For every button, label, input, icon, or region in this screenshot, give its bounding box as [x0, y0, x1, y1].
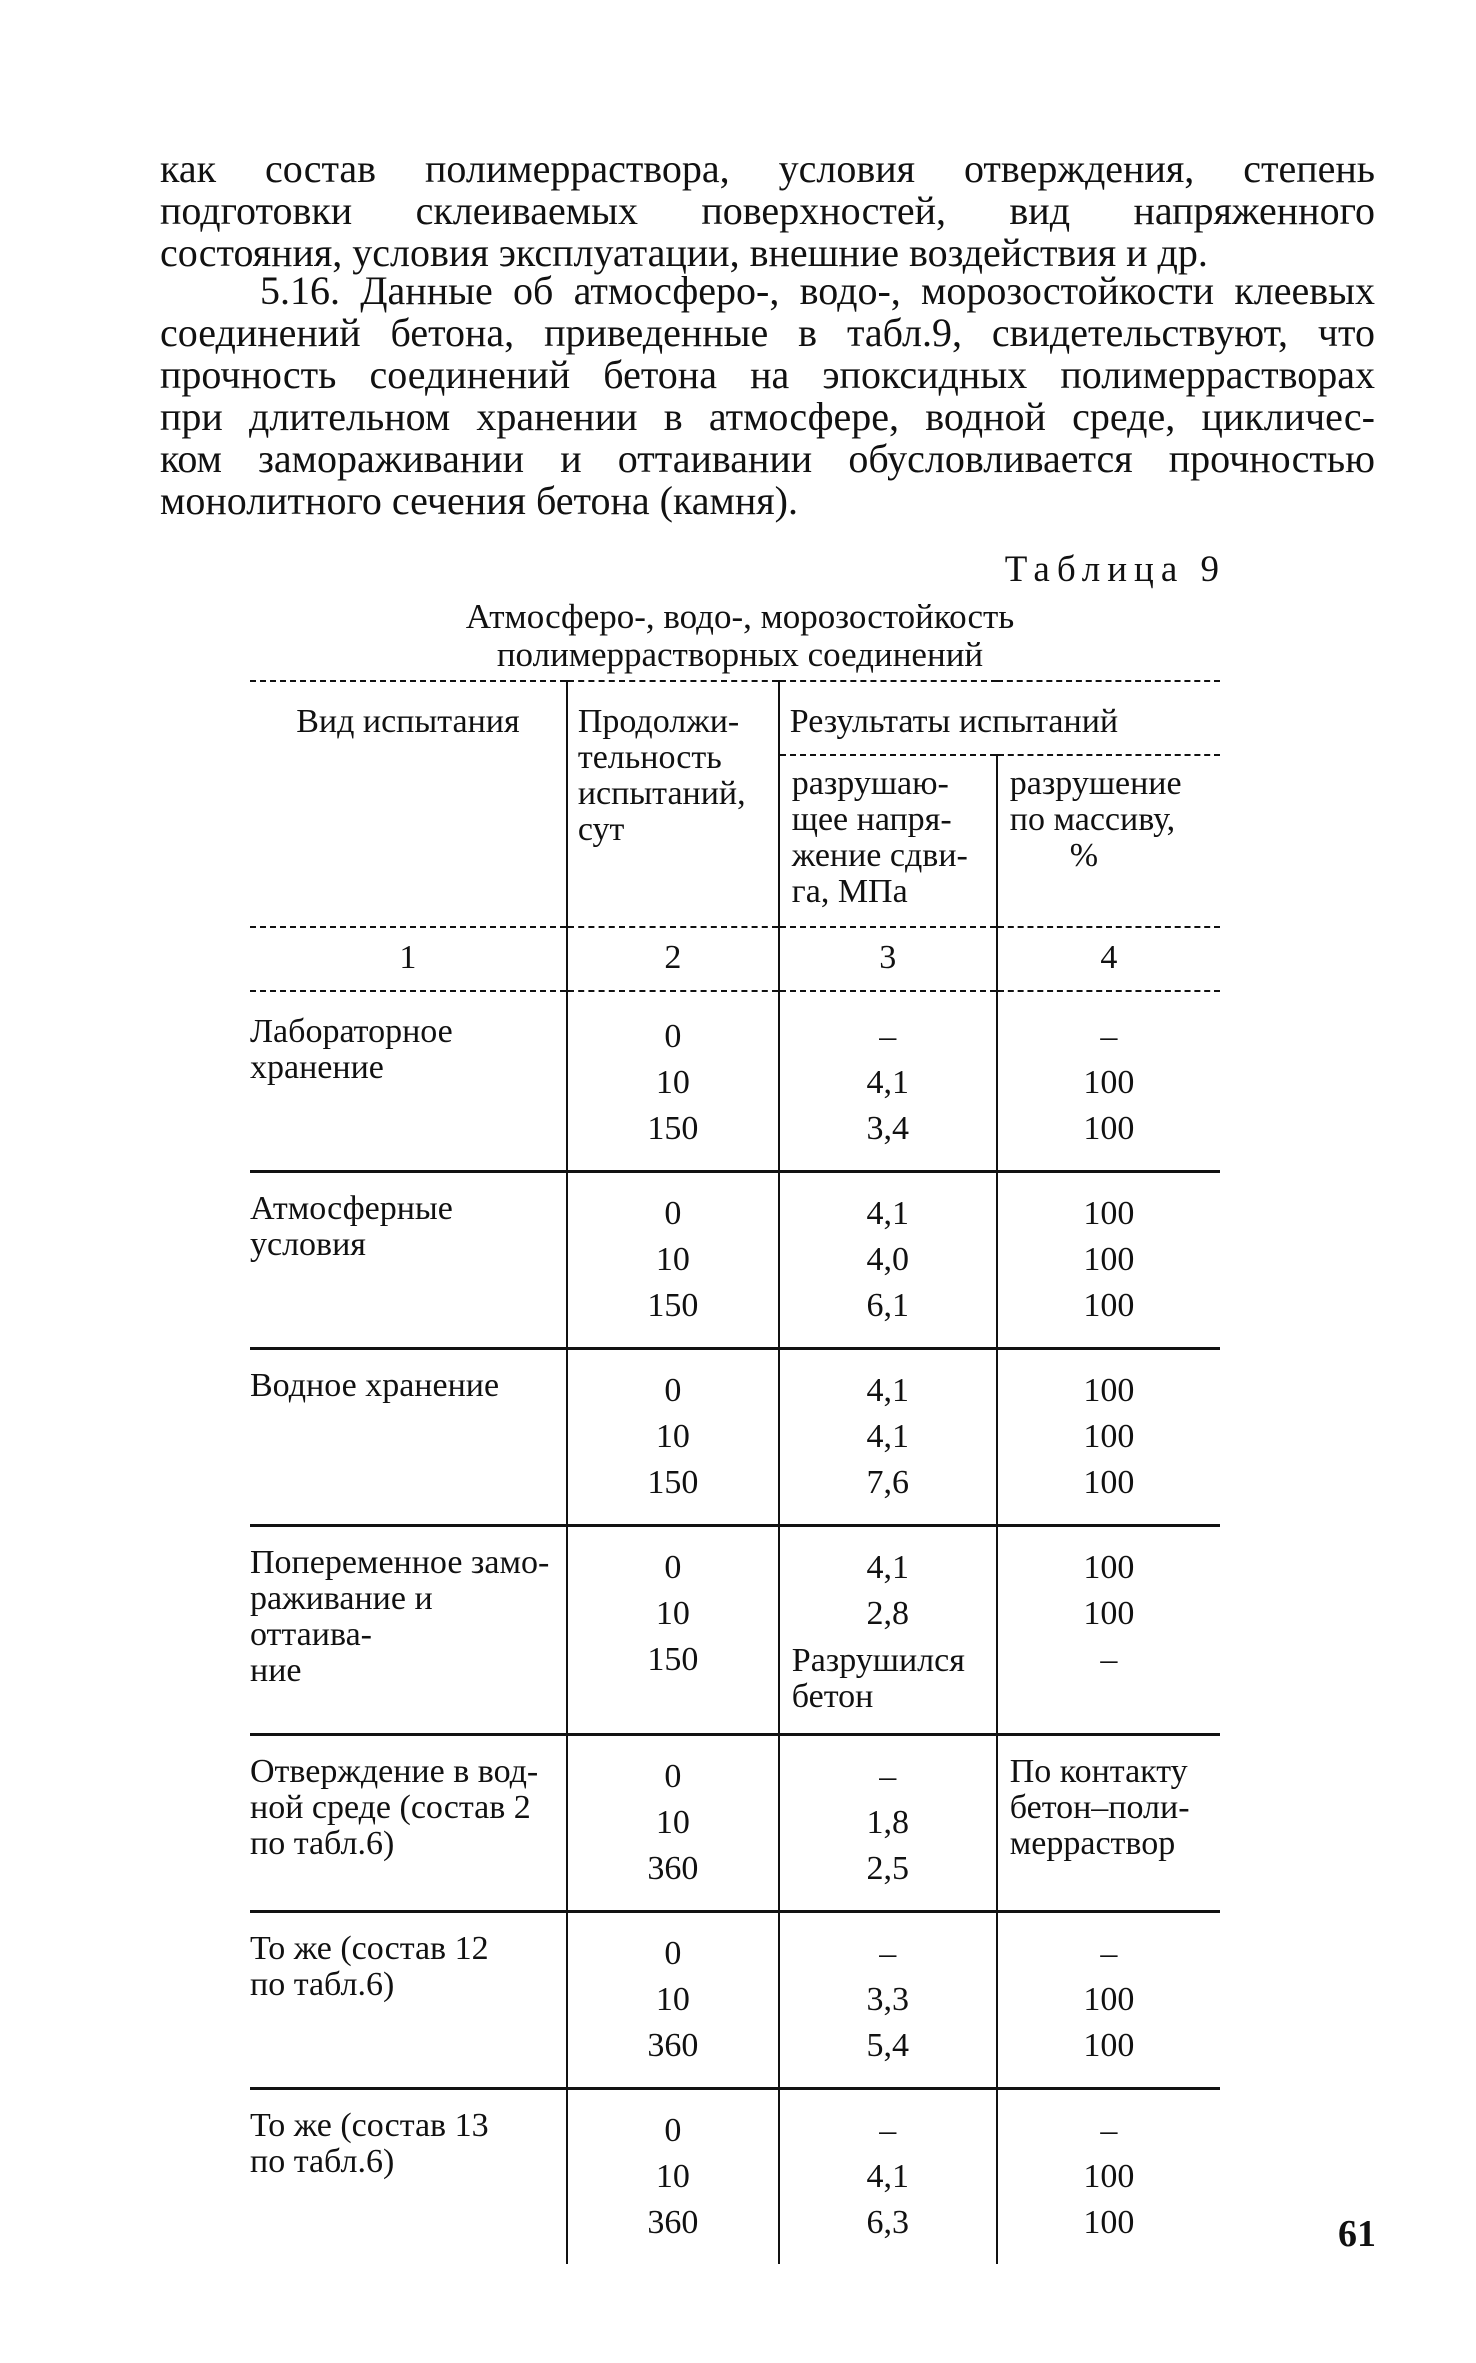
text-line: состояния, условия эксплуатации, внешние воздействия и др.	[160, 230, 1208, 275]
header-line: сут	[577, 811, 625, 848]
text-line: 5.16. Данные об атмосферо-, водо-, морозостойкости клеевых	[260, 268, 1375, 313]
table-row	[250, 1912, 1220, 2089]
caption-line: Атмосферо-, водо-, морозостойкость	[465, 597, 1015, 636]
cell-line: 0	[664, 1372, 682, 1409]
column-number: 4	[997, 927, 1220, 991]
cell-line: 10	[655, 2158, 690, 2195]
test-type-cell	[250, 991, 567, 1172]
header-line: испытаний,	[577, 775, 746, 812]
cell-line: 360	[647, 2204, 699, 2241]
header-line: разрушаю-	[791, 765, 949, 802]
cell-line: 100	[1083, 1418, 1135, 1455]
cell-line: 150	[647, 1110, 699, 1147]
header-results: Результаты испытаний	[779, 681, 1220, 755]
cell-line: 100	[1083, 2027, 1135, 2064]
cell-line: условия	[250, 1226, 366, 1263]
header-line: %	[1069, 837, 1099, 874]
cell-line: 5,4	[866, 2027, 910, 2064]
table-label: Таблица 9	[1004, 549, 1226, 590]
cell-line: Разрушился бетон	[791, 1642, 965, 1715]
test-type-cell	[250, 1735, 567, 1912]
cell-line: То же (состав 13	[250, 2107, 489, 2144]
cell-line: 0	[664, 1758, 682, 1795]
text-line: монолитного сечения бетона (камня).	[160, 478, 798, 523]
header-mass-destruction	[997, 755, 1220, 927]
cell-line: –	[1100, 1641, 1118, 1678]
cell-line: раживание и оттаива-	[250, 1580, 433, 1653]
cell-line: 0	[664, 1935, 682, 1972]
table-row	[250, 1526, 1220, 1735]
caption-line: полимеррастворных соединений	[496, 635, 984, 674]
cell-line: 100	[1083, 1464, 1135, 1501]
cell-line: 150	[647, 1464, 699, 1501]
test-type-cell	[250, 1526, 567, 1735]
table-row	[250, 1172, 1220, 1349]
cell-line: 4,1	[866, 1195, 910, 1232]
cell-line: 100	[1083, 1981, 1135, 2018]
text-line: подготовки склеиваемых поверхностей, вид напряженного	[160, 188, 1375, 233]
column-number: 3	[779, 927, 997, 991]
cell-line: 3,4	[866, 1110, 910, 1147]
shear-stress-cell	[779, 1349, 997, 1526]
duration-cell	[567, 991, 779, 1172]
shear-stress-cell	[779, 1735, 997, 1912]
cell-line: 4,0	[866, 1241, 910, 1278]
cell-line: 2,8	[866, 1595, 910, 1632]
cell-line: 100	[1083, 2158, 1135, 2195]
cell-line: По контакту	[1009, 1753, 1188, 1790]
mass-destruction-cell	[997, 2089, 1220, 2265]
header-line: разрушение	[1009, 765, 1182, 802]
text-line: соединений бетона, приведенные в табл.9, свидетельствуют, что	[160, 310, 1375, 355]
cell-line: 100	[1083, 1287, 1135, 1324]
table-caption	[250, 598, 1230, 674]
cell-line: 4,1	[866, 2158, 910, 2195]
test-type-cell	[250, 1172, 567, 1349]
cell-line: Водное хранение	[250, 1367, 500, 1404]
mass-destruction-cell	[997, 1349, 1220, 1526]
cell-line: 7,6	[866, 1464, 910, 1501]
duration-cell	[567, 1912, 779, 2089]
mass-destruction-cell	[997, 1912, 1220, 2089]
cell-line: –	[1100, 1018, 1118, 1055]
table-row	[250, 2089, 1220, 2265]
cell-line: 150	[647, 1287, 699, 1324]
header-line: по массиву,	[1009, 801, 1176, 838]
cell-line: 100	[1083, 1372, 1135, 1409]
text-line: прочность соединений бетона на эпоксидных полимеррастворах	[160, 352, 1375, 397]
header-line: щее напря-	[791, 801, 952, 838]
page-number: 61	[1338, 2213, 1376, 2255]
paragraph-5-16	[160, 270, 1375, 522]
header-test-type: Вид испытания	[250, 681, 567, 927]
cell-line: –	[879, 1935, 897, 1972]
mass-destruction-cell	[997, 1735, 1220, 1912]
duration-cell	[567, 1172, 779, 1349]
duration-cell	[567, 1526, 779, 1735]
cell-line: 0	[664, 1018, 682, 1055]
header-shear-stress	[779, 755, 997, 927]
shear-stress-cell	[779, 991, 997, 1172]
cell-line: –	[879, 2112, 897, 2149]
header-line: га, МПа	[791, 873, 908, 910]
mass-destruction-cell	[997, 1526, 1220, 1735]
cell-line: 10	[655, 1241, 690, 1278]
cell-line: 100	[1083, 1241, 1135, 1278]
cell-line: –	[1100, 1935, 1118, 1972]
paragraph-intro	[160, 148, 1375, 274]
cell-line: по табл.6)	[250, 1825, 395, 1862]
header-duration	[567, 681, 779, 927]
cell-line: 3,3	[866, 1981, 910, 2018]
cell-line: 4,1	[866, 1418, 910, 1455]
cell-line: мерраствор	[1009, 1825, 1176, 1862]
table-row	[250, 1735, 1220, 1912]
cell-line: 100	[1083, 1195, 1135, 1232]
header-line: жение сдви-	[791, 837, 968, 874]
cell-line: Попеременное замо-	[250, 1544, 550, 1581]
cell-line: по табл.6)	[250, 2143, 395, 2180]
cell-line: 100	[1083, 1549, 1135, 1586]
text-line: при длительном хранении в атмосфере, водной среде, цикличес-	[160, 394, 1375, 439]
shear-stress-cell	[779, 1172, 997, 1349]
duration-cell	[567, 1349, 779, 1526]
text-line: как состав полимерраствора, условия отверждения, степень	[160, 146, 1375, 191]
cell-line: 100	[1083, 1110, 1135, 1147]
cell-line: 0	[664, 2112, 682, 2149]
cell-line: ной среде (состав 2	[250, 1789, 531, 1826]
cell-line: 4,1	[866, 1064, 910, 1101]
cell-line: 10	[655, 1064, 690, 1101]
cell-line: Атмосферные	[250, 1190, 453, 1227]
cell-line: 4,1	[866, 1549, 910, 1586]
cell-line: 0	[664, 1549, 682, 1586]
header-line: Продолжи-	[577, 703, 740, 740]
cell-line: Лабораторное	[250, 1013, 453, 1050]
duration-cell	[567, 1735, 779, 1912]
table-row	[250, 1349, 1220, 1526]
test-type-cell	[250, 1912, 567, 2089]
cell-line: 150	[647, 1641, 699, 1678]
results-table	[250, 680, 1220, 2264]
cell-line: 10	[655, 1595, 690, 1632]
cell-line: бетон–поли-	[1009, 1789, 1190, 1826]
cell-line: 360	[647, 2027, 699, 2064]
cell-line: 2,5	[866, 1850, 910, 1887]
cell-line: 4,1	[866, 1372, 910, 1409]
cell-line: ние	[250, 1652, 302, 1689]
cell-line: по табл.6)	[250, 1966, 395, 2003]
cell-line: 6,1	[866, 1287, 910, 1324]
column-number-row	[250, 927, 1220, 991]
test-type-cell	[250, 2089, 567, 2265]
duration-cell	[567, 2089, 779, 2265]
cell-line: 100	[1083, 1595, 1135, 1632]
cell-line: 100	[1083, 2204, 1135, 2241]
cell-line: 6,3	[866, 2204, 910, 2241]
cell-line: 1,8	[866, 1804, 910, 1841]
column-number: 1	[250, 927, 567, 991]
cell-line: 10	[655, 1804, 690, 1841]
header-line: тельность	[577, 739, 722, 776]
cell-line: 10	[655, 1981, 690, 2018]
shear-stress-cell	[779, 1912, 997, 2089]
cell-line: –	[1100, 2112, 1118, 2149]
cell-line: –	[879, 1018, 897, 1055]
mass-destruction-cell	[997, 991, 1220, 1172]
cell-line: То же (состав 12	[250, 1930, 489, 1967]
cell-line: –	[879, 1758, 897, 1795]
table-header-row	[250, 681, 1220, 755]
table-row	[250, 991, 1220, 1172]
column-number: 2	[567, 927, 779, 991]
test-type-cell	[250, 1349, 567, 1526]
cell-line: 100	[1083, 1064, 1135, 1101]
cell-line: хранение	[250, 1049, 384, 1086]
cell-line: 10	[655, 1418, 690, 1455]
text-line: ком замораживании и оттаивании обусловливается прочностью	[160, 436, 1375, 481]
cell-line: 360	[647, 1850, 699, 1887]
cell-line: Отверждение в вод-	[250, 1753, 539, 1790]
shear-stress-cell	[779, 1526, 997, 1735]
shear-stress-cell	[779, 2089, 997, 2265]
mass-destruction-cell	[997, 1172, 1220, 1349]
cell-line: 0	[664, 1195, 682, 1232]
